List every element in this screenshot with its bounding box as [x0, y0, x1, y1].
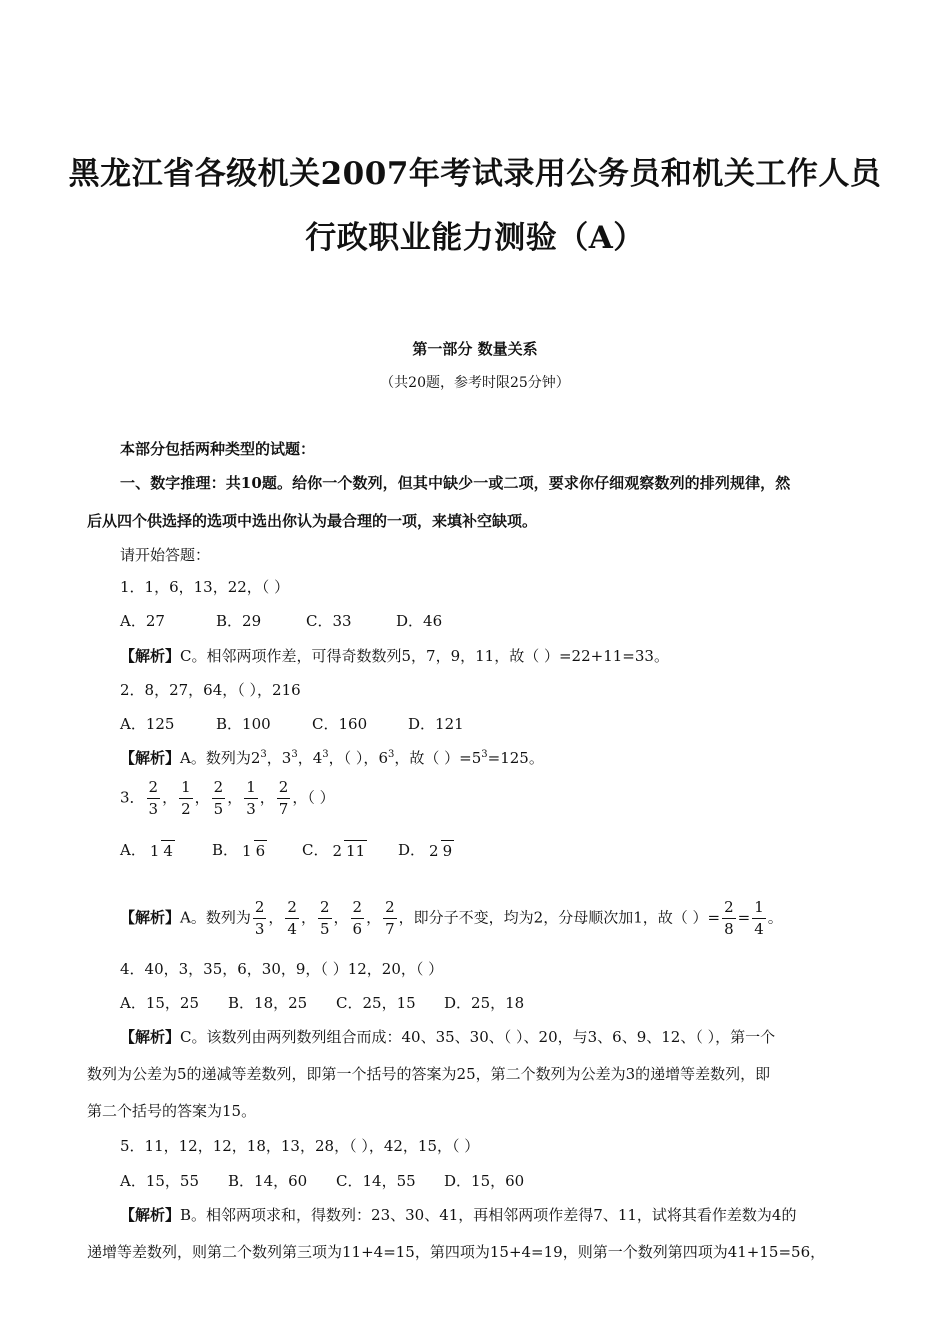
- q4-stem: 4．40，3，35，6，30，9，（ ）12，20，（ ）: [120, 960, 444, 978]
- q2-analysis-tag: 【解析】: [120, 749, 181, 767]
- q1-analysis: [120, 645, 669, 666]
- q3-option-c: C． 2 11: [302, 841, 366, 860]
- q2-power: $5^3$: [471, 749, 488, 767]
- q4-analysis-line2: 数列为公差为5的递减等差数列，即第一个括号的答案为25，第二个数列为公差为3的递增等差数列，即: [87, 1065, 771, 1083]
- q3-analysis-fraction: $\frac{2}{4}$: [287, 898, 297, 938]
- q5-analysis-tag: 【解析】: [120, 1206, 181, 1224]
- q3-answer-fraction: $\frac{1}{4}$: [754, 898, 764, 938]
- q3-fraction: $\frac{1}{2}$: [181, 778, 191, 818]
- q4-analysis-text1: C。该数列由两列数列组合而成：40、35、30、（ ）、20，与3、6、9、12、（ ），第一个: [180, 1028, 776, 1046]
- q3-fraction: $\frac{2}{7}$: [278, 778, 289, 818]
- q1-option-d: D．46: [396, 612, 443, 630]
- q2-option-a: A．125: [120, 715, 175, 733]
- section-note: （共20题，参考时限25分钟）: [380, 375, 570, 391]
- q3-analysis-fraction: $\frac{2}{6}$: [352, 898, 363, 938]
- q3-option-d: D． 2 9: [398, 841, 453, 860]
- q3-analysis-fraction: $\frac{2}{5}$: [319, 898, 330, 938]
- q2-stem: 2．8，27，64，（ ），216: [120, 681, 301, 699]
- q1-analysis-tag: 【解析】: [120, 647, 181, 665]
- q3-analysis-pre: A。数列为: [180, 908, 251, 927]
- q1-options: [120, 610, 442, 631]
- q3-analysis-fraction: $\frac{2}{3}$: [254, 898, 265, 938]
- q1-analysis-text: C。相邻两项作差，可得奇数数列5，7，9，11，故（ ）=22+11=33。: [180, 647, 669, 665]
- q3-analysis-end: 。: [767, 908, 783, 927]
- q3-fraction: $\frac{1}{3}$: [246, 778, 256, 818]
- q1-stem: 1．1，6，13，22，（ ）: [120, 578, 290, 596]
- q3-num: 3．: [120, 788, 145, 807]
- q1-option-c: C．33: [306, 612, 352, 630]
- q1-option-b: B．29: [216, 612, 262, 630]
- q3-eq: =: [737, 908, 751, 927]
- q2-analysis: 【解析】A。数列为$2^3$，$3^3$，$4^3$，（ ），$6^3$，故（ ）$=5^3=125$。: [120, 749, 544, 767]
- intro-types: 本部分包括两种类型的试题：: [120, 440, 316, 458]
- q2-analysis-mid: ，（ ），: [328, 749, 379, 767]
- q3-answer-fraction: $\frac{2}{8}$: [724, 898, 734, 938]
- intro-rule-line2: 后从四个供选择的选项中选出你认为最合理的一项，来填补空缺项。: [87, 512, 538, 530]
- q4-option-d: D．25，18: [444, 994, 525, 1012]
- q3-fraction: $\frac{2}{5}$: [213, 778, 224, 818]
- q3-fraction: $\frac{2}{3}$: [148, 778, 159, 818]
- q5-analysis-text1: B。相邻两项求和，得数列：23、30、41，再相邻两项作差得7、11，试将其看作差数为4的: [180, 1206, 797, 1224]
- section-heading: 第一部分 数量关系: [412, 340, 538, 358]
- q5-stem: 5．11，12，12，18，13，28，（ ），42，15，（ ）: [120, 1137, 480, 1155]
- q5-option-b: B．14，60: [228, 1172, 308, 1190]
- q2-power: $6^3$: [378, 749, 395, 767]
- q5-option-a: A．15，55: [120, 1172, 200, 1190]
- q1-option-a: A．27: [120, 612, 165, 630]
- q3-options: [120, 839, 456, 862]
- q2-option-c: C．160: [312, 715, 368, 733]
- q2-options: [120, 713, 464, 734]
- q2-analysis-end: =125。: [487, 749, 544, 767]
- q3-analysis-fraction: $\frac{2}{7}$: [385, 898, 395, 938]
- q4-option-c: C．25，15: [336, 994, 416, 1012]
- q2-power: $3^3$: [281, 749, 298, 767]
- q4-analysis-tag: 【解析】: [120, 1028, 181, 1046]
- document-title-line2: 行政职业能力测验（A）: [305, 220, 645, 256]
- q2-option-d: D．121: [408, 715, 464, 733]
- q4-analysis-line3: 第二个括号的答案为15。: [87, 1102, 257, 1120]
- q5-option-d: D．15，60: [444, 1172, 525, 1190]
- q4-option-a: A．15，25: [120, 994, 200, 1012]
- q3-analysis-tag: 【解析】: [120, 908, 181, 927]
- intro-start: 请开始答题：: [120, 546, 211, 564]
- q3-analysis-mid: ，即分子不变，均为2，分母顺次加1，故（ ）=: [398, 908, 721, 927]
- q4-analysis-line1: [120, 1026, 775, 1047]
- q3-option-a: A． 1 4: [120, 841, 173, 860]
- q4-option-b: B．18，25: [228, 994, 308, 1012]
- q5-options: [120, 1170, 524, 1191]
- q2-option-b: B．100: [216, 715, 271, 733]
- q3-stem: 3． $\frac{2}{3}$ ， $\frac{1}{2}$ ， $\frac{2}{5}$ ， $\frac{1}{3}$ ， $\frac{2}{7}$ ，（ ）: [120, 778, 335, 818]
- q5-option-c: C．14，55: [336, 1172, 416, 1190]
- q2-analysis-pre: A。数列为: [180, 749, 251, 767]
- q3-blank: ，（ ）: [292, 788, 335, 807]
- q2-power: $4^3$: [312, 749, 329, 767]
- intro-rule-line1: 一、数字推理：共10题。给你一个数列，但其中缺少一或二项，要求你仔细观察数列的排列规律，然: [120, 474, 791, 492]
- q2-analysis-mid2: ，故（ ）=: [394, 749, 472, 767]
- q2-power: $2^3$: [250, 749, 267, 767]
- q3-analysis: 【解析】A。数列为 $\frac{2}{3}$ ， $\frac{2}{4}$ ， $\frac{2}{5}$ ， $\frac{2}{6}$ ， $\frac{2}{7}$ ，即分子不变，均为2，分母顺次加1，故（ ）= $\frac{2}{8}$ = $\frac{1}{4}$ 。: [120, 898, 783, 938]
- document-title-line1: 黑龙江省各级机关2007年考试录用公务员和机关工作人员: [68, 156, 882, 192]
- q3-option-b: B． 1 6: [212, 841, 266, 860]
- q5-analysis-line2: 递增等差数列，则第二个数列第三项为11+4=15，第四项为15+4=19，则第一个数列第四项为41+15=56，: [87, 1243, 826, 1261]
- q4-options: [120, 992, 524, 1013]
- q5-analysis-line1: [120, 1204, 796, 1225]
